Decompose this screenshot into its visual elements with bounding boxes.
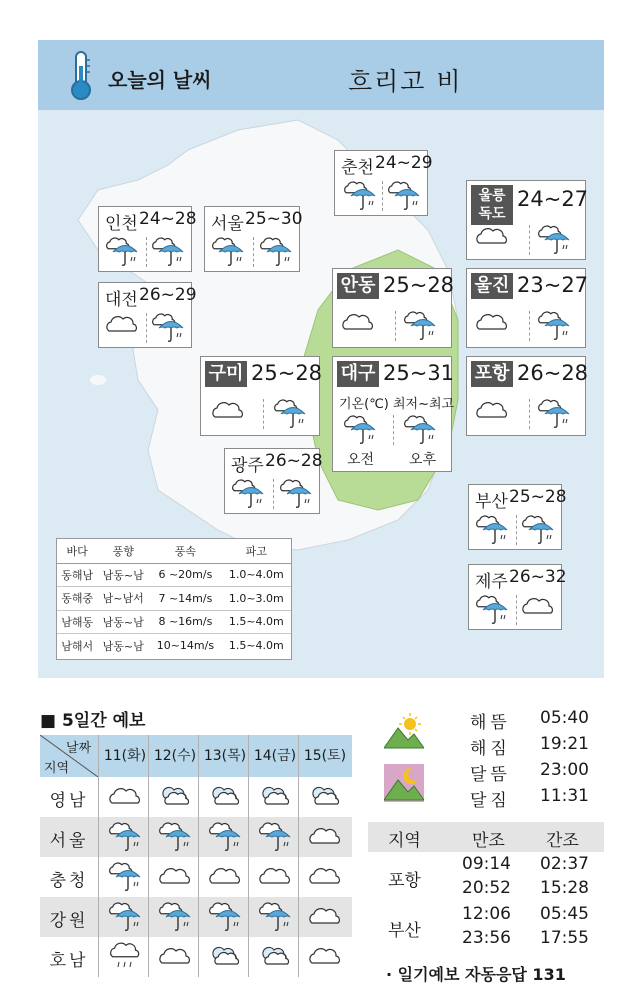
tide-low: 02:37 xyxy=(540,854,589,874)
city-tag: 구미 xyxy=(205,361,247,387)
pm-label: 오후 xyxy=(409,452,437,468)
rain-icon xyxy=(475,513,509,547)
rain-icon xyxy=(537,309,571,343)
grid-line xyxy=(198,735,199,977)
city-card-gumi xyxy=(200,356,323,436)
forecast-day: 13(목) xyxy=(203,748,247,764)
cloud-icon xyxy=(308,863,342,889)
city-temp: 25~28 xyxy=(251,361,323,385)
forecast-row xyxy=(40,857,352,897)
forecast-row xyxy=(40,937,352,977)
rain-icon xyxy=(537,223,571,257)
city-temp: 26~29 xyxy=(139,285,197,305)
sun-moon-time: 23:00 xyxy=(540,760,589,780)
city-card-daejeon xyxy=(98,282,197,348)
sea-table-header xyxy=(57,539,291,563)
city-temp: 26~32 xyxy=(509,567,567,587)
cloud-icon xyxy=(521,593,555,619)
cloud-icon xyxy=(475,223,509,249)
city-temp: 24~27 xyxy=(517,187,589,211)
grid-line xyxy=(98,735,99,977)
sun-moon-label: 달뜸 xyxy=(470,765,511,785)
sun-moon-row xyxy=(470,760,600,784)
cloud-icon xyxy=(308,943,342,969)
rain-icon xyxy=(108,900,142,934)
cloud-icon xyxy=(308,903,342,929)
partly-cloudy-icon xyxy=(258,783,292,809)
forecast-row xyxy=(40,897,352,937)
forecast-day: 12(수) xyxy=(153,748,197,764)
rain-icon xyxy=(208,820,242,854)
city-card-daegu xyxy=(332,356,455,472)
forecast-row xyxy=(40,817,352,857)
grid-line xyxy=(248,735,249,977)
sun-moon-label: 해짐 xyxy=(470,739,511,759)
sun-moon-time: 05:40 xyxy=(540,708,589,728)
city-card-pohang xyxy=(466,356,589,436)
tide-header-cell: 간조 xyxy=(546,831,579,851)
city-temp: 25~28 xyxy=(383,273,455,297)
cloud-icon xyxy=(158,943,192,969)
rain-icon xyxy=(158,820,192,854)
sun-moon-row xyxy=(470,786,600,810)
tide-high: 12:06 xyxy=(462,904,511,924)
partly-cloudy-icon xyxy=(308,783,342,809)
sea-cell: 남동~남 xyxy=(97,610,149,634)
sun-moon-row xyxy=(470,708,600,732)
sea-cell: 1.5~4.0m xyxy=(222,610,291,634)
rain-icon xyxy=(475,593,509,627)
city-card-chuncheon xyxy=(334,150,433,216)
map-header xyxy=(38,40,604,110)
forecast-header xyxy=(40,735,352,777)
cloud-icon xyxy=(475,397,509,423)
rain-icon xyxy=(258,900,292,934)
tide-high: 23:56 xyxy=(462,928,511,948)
partly-cloudy-icon xyxy=(158,783,192,809)
forecast-region: 영남 xyxy=(49,791,89,811)
corner-date-label: 날짜 xyxy=(66,741,92,756)
city-name: 광주 xyxy=(231,456,264,476)
sea-cell: 남동~남 xyxy=(102,639,144,653)
sea-cell: 남해서 xyxy=(61,639,94,653)
sun-moon-row xyxy=(470,734,600,758)
cloud-icon xyxy=(211,397,245,423)
sea-header-cell: 풍향 xyxy=(97,539,149,563)
city-temp: 26~28 xyxy=(265,451,323,471)
city-temp: 24~28 xyxy=(139,209,197,229)
forecast-day: 11(화) xyxy=(103,748,147,764)
forecast-row xyxy=(40,777,352,817)
sea-cell: 남해동 xyxy=(57,610,97,634)
city-name: 부산 xyxy=(475,492,508,512)
rain-icon xyxy=(208,900,242,934)
rain-icon xyxy=(258,820,292,854)
sea-conditions-table xyxy=(56,538,292,660)
city-temp: 25~30 xyxy=(245,209,303,229)
rain-icon xyxy=(521,513,555,547)
city-card-andong xyxy=(332,268,455,348)
city-name: 서울 xyxy=(211,214,244,234)
partly-cloudy-icon xyxy=(208,943,242,969)
page-title: 오늘의 날씨 xyxy=(108,68,212,92)
sea-cell: 남~남서 xyxy=(97,587,149,611)
sun-icon xyxy=(384,712,424,754)
city-tag: 울릉 독도 xyxy=(471,185,513,225)
city-temp: 26~28 xyxy=(517,361,589,385)
drizzle-icon xyxy=(108,940,142,974)
forecast-day: 15(토) xyxy=(303,748,347,764)
sea-header-cell: 바다 xyxy=(57,539,97,563)
forecast-region: 서울 xyxy=(49,831,89,851)
rain-icon xyxy=(151,311,185,345)
rain-icon xyxy=(105,235,139,269)
cloud-icon xyxy=(108,783,142,809)
rain-icon xyxy=(279,477,313,511)
rain-icon xyxy=(211,235,245,269)
forecast-day: 14(금) xyxy=(253,748,297,764)
grid-line xyxy=(148,735,149,977)
sea-cell: 6 ~20m/s xyxy=(149,563,221,587)
cloud-icon xyxy=(308,823,342,849)
city-name: 제주 xyxy=(475,572,508,592)
sun-moon-label: 해뜸 xyxy=(470,713,511,733)
temp-legend: 기온(℃) 최저~최고 xyxy=(339,397,455,412)
sea-cell: 1.0~3.0m xyxy=(222,587,291,611)
am-label: 오전 xyxy=(347,452,375,468)
cloud-icon xyxy=(208,863,242,889)
rain-icon xyxy=(259,235,293,269)
rain-icon xyxy=(343,179,377,213)
rain-icon xyxy=(108,820,142,854)
partly-cloudy-icon xyxy=(208,783,242,809)
tide-high: 20:52 xyxy=(462,878,511,898)
city-tag: 안동 xyxy=(337,273,379,299)
rain-icon xyxy=(151,235,185,269)
forecast-title: ■ 5일간 예보 xyxy=(40,711,146,731)
sea-cell: 남동~남 xyxy=(97,563,149,587)
table-row xyxy=(57,563,291,587)
tide-header xyxy=(368,822,604,852)
partly-cloudy-icon xyxy=(258,943,292,969)
tide-header-cell: 만조 xyxy=(472,831,505,851)
sun-moon-time: 19:21 xyxy=(540,734,589,754)
tide-high: 09:14 xyxy=(462,854,511,874)
sea-cell: 1.0~4.0m xyxy=(222,563,291,587)
tide-header-cell: 지역 xyxy=(388,831,421,851)
rain-icon xyxy=(273,397,307,431)
tide-region: 부산 xyxy=(388,921,421,941)
forecast-table xyxy=(40,735,352,977)
sea-header-cell: 풍속 xyxy=(149,539,221,563)
city-name: 춘천 xyxy=(341,158,374,178)
moon-icon xyxy=(384,764,424,806)
city-temp: 25~28 xyxy=(509,487,567,507)
tide-low: 17:55 xyxy=(540,928,589,948)
cloud-icon xyxy=(258,863,292,889)
city-name: 대전 xyxy=(105,290,138,310)
city-temp: 25~31 xyxy=(383,361,455,385)
city-card-jeju xyxy=(468,564,567,630)
table-row xyxy=(57,587,291,611)
tide-low: 05:45 xyxy=(540,904,589,924)
city-card-seoul xyxy=(204,206,303,272)
city-tag: 울진 xyxy=(471,273,513,299)
table-row xyxy=(57,610,291,634)
city-tag: 포항 xyxy=(471,361,513,387)
tide-region: 포항 xyxy=(388,871,421,891)
forecast-region: 강원 xyxy=(49,911,89,931)
city-card-busan xyxy=(468,484,567,550)
rain-icon xyxy=(403,309,437,343)
grid-line xyxy=(298,735,299,977)
city-card-incheon xyxy=(98,206,197,272)
weather-summary: 흐리고 비 xyxy=(348,67,463,96)
city-card-ulleung xyxy=(466,180,589,260)
sea-cell: 동해중 xyxy=(57,587,97,611)
forecast-region: 호남 xyxy=(49,951,89,971)
forecast-region: 충청 xyxy=(49,871,89,891)
sea-cell: 8 ~16m/s xyxy=(149,610,221,634)
table-row xyxy=(57,634,291,658)
rain-icon xyxy=(108,860,142,894)
cloud-icon xyxy=(475,309,509,335)
cloud-icon xyxy=(341,309,375,335)
cloud-icon xyxy=(105,311,139,337)
city-card-gwangju xyxy=(224,448,323,514)
rain-icon xyxy=(158,900,192,934)
rain-icon xyxy=(343,413,377,447)
sun-moon-time: 11:31 xyxy=(540,786,589,806)
rain-icon xyxy=(387,179,421,213)
rain-icon xyxy=(537,397,571,431)
city-card-uljin xyxy=(466,268,589,348)
city-name: 인천 xyxy=(105,214,138,234)
sea-cell: 10~14m/s xyxy=(156,639,215,652)
sea-cell: 7 ~14m/s xyxy=(149,587,221,611)
rain-icon xyxy=(403,413,437,447)
sun-moon-label: 달짐 xyxy=(470,791,511,811)
thermometer-icon xyxy=(66,50,96,102)
sea-header-cell: 파고 xyxy=(222,539,291,563)
city-tag: 대구 xyxy=(337,361,379,387)
sea-cell: 동해남 xyxy=(57,563,97,587)
city-temp: 24~29 xyxy=(375,153,433,173)
rain-icon xyxy=(231,477,265,511)
city-temp: 23~27 xyxy=(517,273,589,297)
corner-region-label: 지역 xyxy=(44,761,70,776)
tide-low: 15:28 xyxy=(540,878,589,898)
cloud-icon xyxy=(158,863,192,889)
sea-cell: 1.5~4.0m xyxy=(228,639,284,652)
footer-hotline: · 일기예보 자동응답 131 xyxy=(386,965,566,984)
